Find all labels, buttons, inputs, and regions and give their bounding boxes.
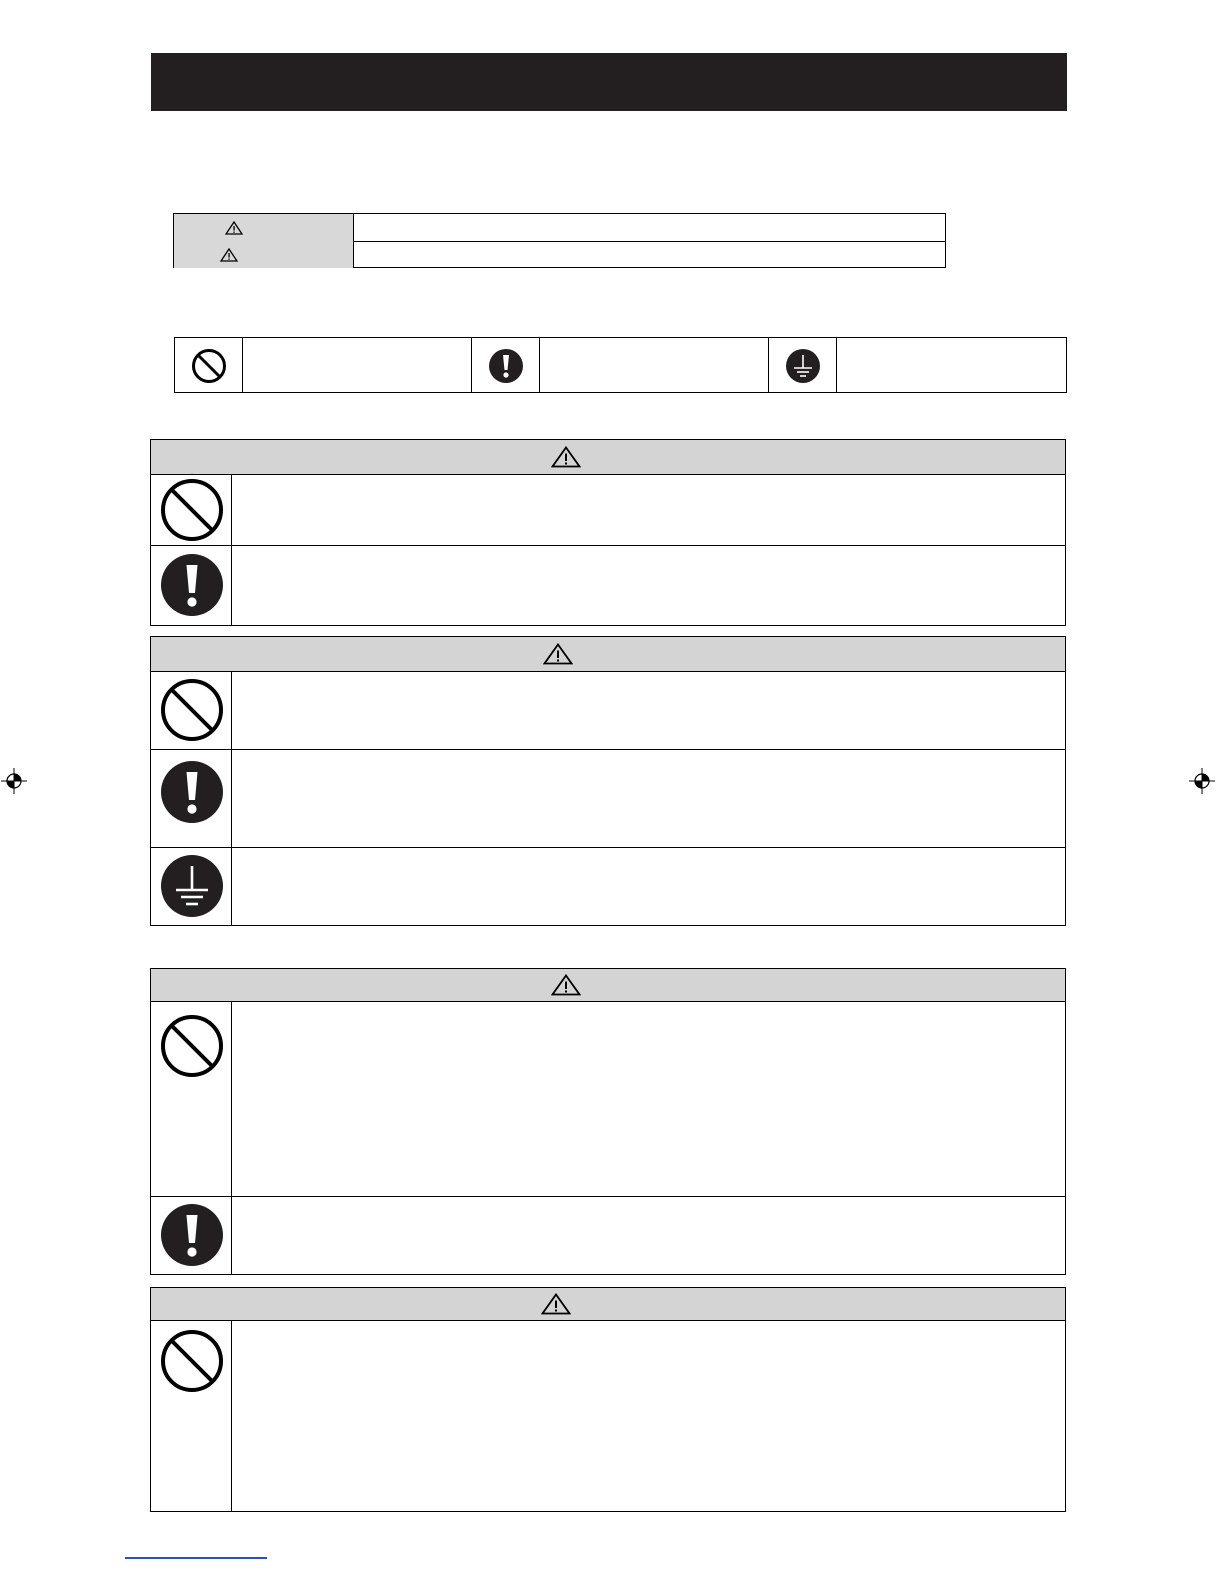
legend-row-2 [174, 241, 945, 268]
key-icon-cell-3 [769, 338, 837, 392]
panel-row [151, 545, 1065, 625]
panel-row [151, 1196, 1065, 1274]
row-icon-cell [151, 1002, 232, 1196]
title-bar [151, 53, 1067, 111]
prohibition-icon [160, 1014, 224, 1078]
warning-triangle-icon [551, 446, 581, 468]
row-icon-cell [151, 475, 232, 545]
row-icon-cell [151, 546, 232, 625]
ground-icon [785, 348, 821, 384]
legend-label-2 [174, 241, 354, 268]
panel-row [151, 1321, 1065, 1511]
panel-row [151, 1002, 1065, 1196]
warning-triangle-icon [541, 1293, 571, 1315]
mandatory-action-icon [488, 348, 524, 384]
mandatory-action-icon [160, 760, 224, 824]
ground-icon [160, 854, 224, 918]
warning-panel-3 [150, 968, 1066, 1275]
crosshair-icon [1, 768, 27, 794]
prohibition-icon [160, 478, 224, 542]
warning-panel-4 [150, 1287, 1066, 1512]
panel-row [151, 672, 1065, 749]
registration-mark-left [1, 768, 27, 794]
panel-row [151, 847, 1065, 925]
row-icon-cell [151, 1321, 232, 1511]
prohibition-icon [160, 678, 224, 742]
mandatory-action-icon [160, 553, 224, 617]
warning-triangle-icon [220, 248, 238, 262]
footer-rule [125, 1557, 267, 1559]
key-icon-cell-1 [175, 338, 243, 392]
registration-mark-right [1189, 768, 1215, 794]
panel-header [151, 1288, 1065, 1321]
panel-header [151, 637, 1065, 672]
warning-triangle-icon [225, 221, 243, 235]
signal-word-legend [173, 213, 946, 268]
mandatory-action-icon [160, 1203, 224, 1267]
warning-triangle-icon [551, 974, 581, 996]
crosshair-icon [1189, 768, 1215, 794]
prohibition-icon [191, 348, 227, 384]
prohibition-icon [160, 1329, 224, 1393]
warning-triangle-icon [543, 643, 573, 665]
row-icon-cell [151, 672, 232, 749]
key-icon-cell-2 [472, 338, 540, 392]
row-icon-cell [151, 1197, 232, 1274]
panel-header [151, 440, 1065, 475]
warning-panel-2 [150, 636, 1066, 926]
panel-header [151, 969, 1065, 1002]
warning-panel-1 [150, 439, 1066, 626]
row-icon-cell [151, 750, 232, 847]
panel-row [151, 749, 1065, 847]
row-icon-cell [151, 848, 232, 925]
legend-row-1 [174, 214, 945, 242]
symbol-key [174, 337, 1067, 393]
panel-row [151, 475, 1065, 545]
legend-label-1 [174, 214, 354, 241]
